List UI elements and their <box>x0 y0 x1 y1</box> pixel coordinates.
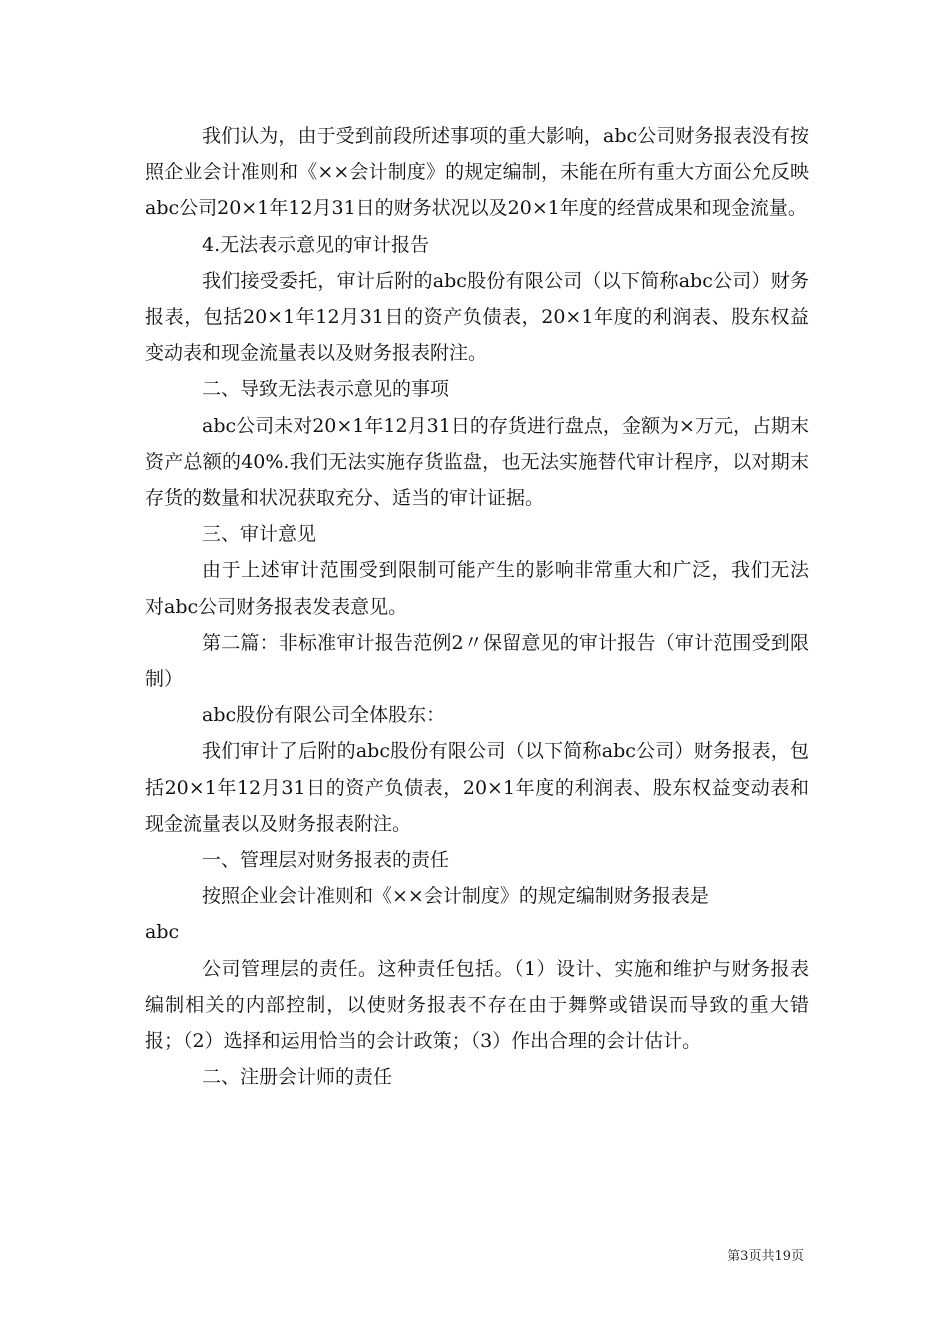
heading-disclaimer-report: 4.无法表示意见的审计报告 <box>202 233 430 256</box>
paragraph-management-duties: 公司管理层的责任。这种责任包括。（1）设计、实施和维护与财务报表编制相关的内部控制，以使财务报表不存在由于舞弊或错误而导致的重大错报；（2）选择和运用恰当的会计政策；（3）作出合理的会计估计。 <box>145 957 809 1053</box>
paragraph-disclaimer-opinion: 由于上述审计范围受到限制可能产生的影响非常重大和广泛，我们无法对abc公司财务报表发表意见。 <box>145 559 809 618</box>
heading-second-article: 第二篇：非标准审计报告范例2〃保留意见的审计报告（审计范围受到限制） <box>145 631 809 691</box>
heading-audit-opinion: 三、审计意见 <box>202 523 317 546</box>
paragraph-engagement: 我们接受委托，审计后附的abc股份有限公司（以下简称abc公司）财务报表，包括20×1年12月31日的资产负债表，20×1年度的利润表、股东权益变动表和现金流量表以及财务报表附注。 <box>145 269 809 365</box>
paragraph-addressee: abc股份有限公司全体股东： <box>202 704 446 727</box>
document-body <box>145 118 809 1095</box>
paragraph-opinion-conclusion: 我们认为，由于受到前段所述事项的重大影响，abc公司财务报表没有按照企业会计准则和《××会计制度》的规定编制，未能在所有重大方面公允反映abc公司20×1年12月31日的财务状况以及20×1年度的经营成果和现金流量。 <box>145 125 809 220</box>
paragraph-audit-scope: 我们审计了后附的abc股份有限公司（以下简称abc公司）财务报表，包括20×1年12月31日的资产负债表，20×1年度的利润表、股东权益变动表和现金流量表以及财务报表附注。 <box>145 740 809 835</box>
heading-management-responsibility: 一、管理层对财务报表的责任 <box>202 849 450 872</box>
paragraph-inventory-matter: abc公司未对20×1年12月31日的存货进行盘点，金额为×万元，占期末资产总额的40%.我们无法实施存货监盘，也无法实施替代审计程序，以对期末存货的数量和状况获取充分、适当的审计证据。 <box>145 414 809 510</box>
heading-auditor-responsibility: 二、注册会计师的责任 <box>202 1066 393 1089</box>
paragraph-management-standards: 按照企业会计准则和《××会计制度》的规定编制财务报表是 <box>202 885 709 908</box>
heading-basis-for-disclaimer: 二、导致无法表示意见的事项 <box>202 378 450 401</box>
page-number: 第3页共19页 <box>727 1249 804 1264</box>
paragraph-abc-fragment: abc <box>145 921 180 944</box>
